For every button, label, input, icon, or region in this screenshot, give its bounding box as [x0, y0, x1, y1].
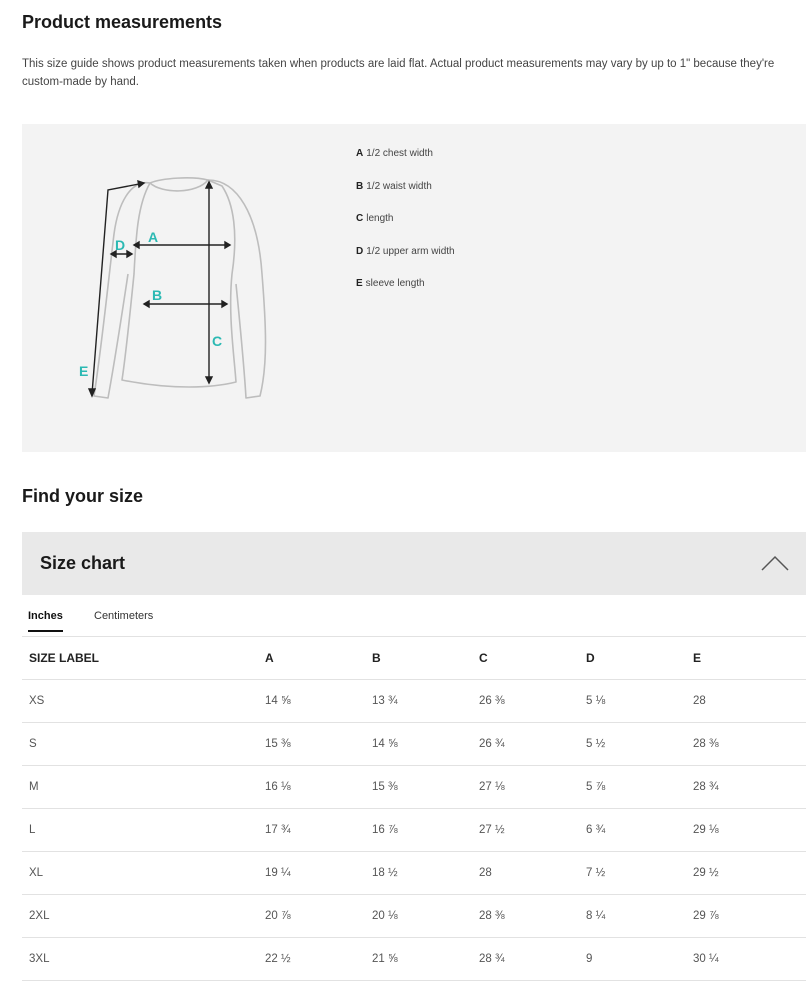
- table-row: [22, 809, 806, 852]
- table-row: [22, 852, 806, 895]
- header-a: A: [258, 637, 365, 680]
- cell-b: 15 ⅜: [365, 766, 472, 809]
- legend-item-a: A 1/2 chest width: [356, 148, 433, 159]
- size-chart-title: Size chart: [40, 553, 126, 573]
- cell-c: 28: [472, 852, 579, 895]
- cell-b: 14 ⅝: [365, 723, 472, 766]
- cell-a: 14 ⅝: [258, 680, 365, 723]
- cell-e: 29 ⅞: [686, 895, 806, 938]
- cell-d: 7 ½: [579, 852, 686, 895]
- table-row: [22, 895, 806, 938]
- cell-size: S: [22, 723, 258, 766]
- cell-b: 16 ⅞: [365, 809, 472, 852]
- cell-a: 20 ⅞: [258, 895, 365, 938]
- measurement-diagram-panel: [22, 124, 806, 452]
- cell-size: XS: [22, 680, 258, 723]
- cell-a: 19 ¼: [258, 852, 365, 895]
- cell-c: 26 ¾: [472, 723, 579, 766]
- cell-d: 6 ¾: [579, 809, 686, 852]
- cell-d: 5 ⅞: [579, 766, 686, 809]
- header-d: D: [579, 637, 686, 680]
- shirt-diagram: [22, 124, 342, 452]
- legend-item-c: C length: [356, 213, 394, 224]
- legend-item-e: E sleeve length: [356, 278, 425, 289]
- marker-b: B: [152, 287, 163, 303]
- shirt-outline: [94, 178, 266, 398]
- cell-size: M: [22, 766, 258, 809]
- table-row: [22, 680, 806, 723]
- legend-item-d: D 1/2 upper arm width: [356, 245, 455, 257]
- cell-c: 28 ¾: [472, 938, 579, 981]
- cell-a: 15 ⅜: [258, 723, 365, 766]
- tab-inches[interactable]: Inches: [28, 610, 63, 632]
- header-size-label: SIZE LABEL: [22, 637, 258, 680]
- size-chart-accordion-header[interactable]: [22, 532, 806, 595]
- cell-c: 28 ⅜: [472, 895, 579, 938]
- page-title: Product measurements: [22, 12, 223, 32]
- cell-e: 28 ⅜: [686, 723, 806, 766]
- cell-c: 27 ½: [472, 809, 579, 852]
- marker-c: C: [212, 333, 223, 349]
- table-header-row: [22, 637, 806, 680]
- cell-e: 28 ¾: [686, 766, 806, 809]
- chevron-up-icon[interactable]: [760, 554, 790, 572]
- cell-size: 3XL: [22, 938, 258, 981]
- cell-a: 17 ¾: [258, 809, 365, 852]
- cell-b: 13 ¾: [365, 680, 472, 723]
- cell-size: 2XL: [22, 895, 258, 938]
- header-c: C: [472, 637, 579, 680]
- cell-b: 18 ½: [365, 852, 472, 895]
- cell-b: 21 ⅝: [365, 938, 472, 981]
- cell-d: 5 ⅛: [579, 680, 686, 723]
- cell-c: 26 ⅜: [472, 680, 579, 723]
- marker-e: E: [79, 363, 89, 379]
- cell-d: 9: [579, 938, 686, 981]
- cell-d: 5 ½: [579, 723, 686, 766]
- cell-a: 16 ⅛: [258, 766, 365, 809]
- marker-d: D: [115, 237, 126, 253]
- table-row: [22, 938, 806, 981]
- header-e: E: [686, 637, 806, 680]
- cell-d: 8 ¼: [579, 895, 686, 938]
- header-b: B: [365, 637, 472, 680]
- measurement-legend: [356, 148, 455, 311]
- table-row: [22, 723, 806, 766]
- cell-e: 30 ¼: [686, 938, 806, 981]
- unit-tabs: [22, 600, 806, 637]
- legend-item-b: B 1/2 waist width: [356, 180, 432, 192]
- size-table: [22, 637, 806, 981]
- intro-text: This size guide shows product measurements taken when products are laid flat. Actual product measurements may vary by up to 1" because they're custom-made by hand.: [22, 58, 775, 88]
- table-row: [22, 766, 806, 809]
- cell-e: 28: [686, 680, 806, 723]
- cell-a: 22 ½: [258, 938, 365, 981]
- find-size-title: Find your size: [22, 486, 144, 506]
- cell-size: L: [22, 809, 258, 852]
- marker-a: A: [148, 229, 159, 245]
- cell-b: 20 ⅛: [365, 895, 472, 938]
- cell-size: XL: [22, 852, 258, 895]
- cell-e: 29 ⅛: [686, 809, 806, 852]
- cell-e: 29 ½: [686, 852, 806, 895]
- tab-centimeters[interactable]: Centimeters: [94, 610, 154, 622]
- cell-c: 27 ⅛: [472, 766, 579, 809]
